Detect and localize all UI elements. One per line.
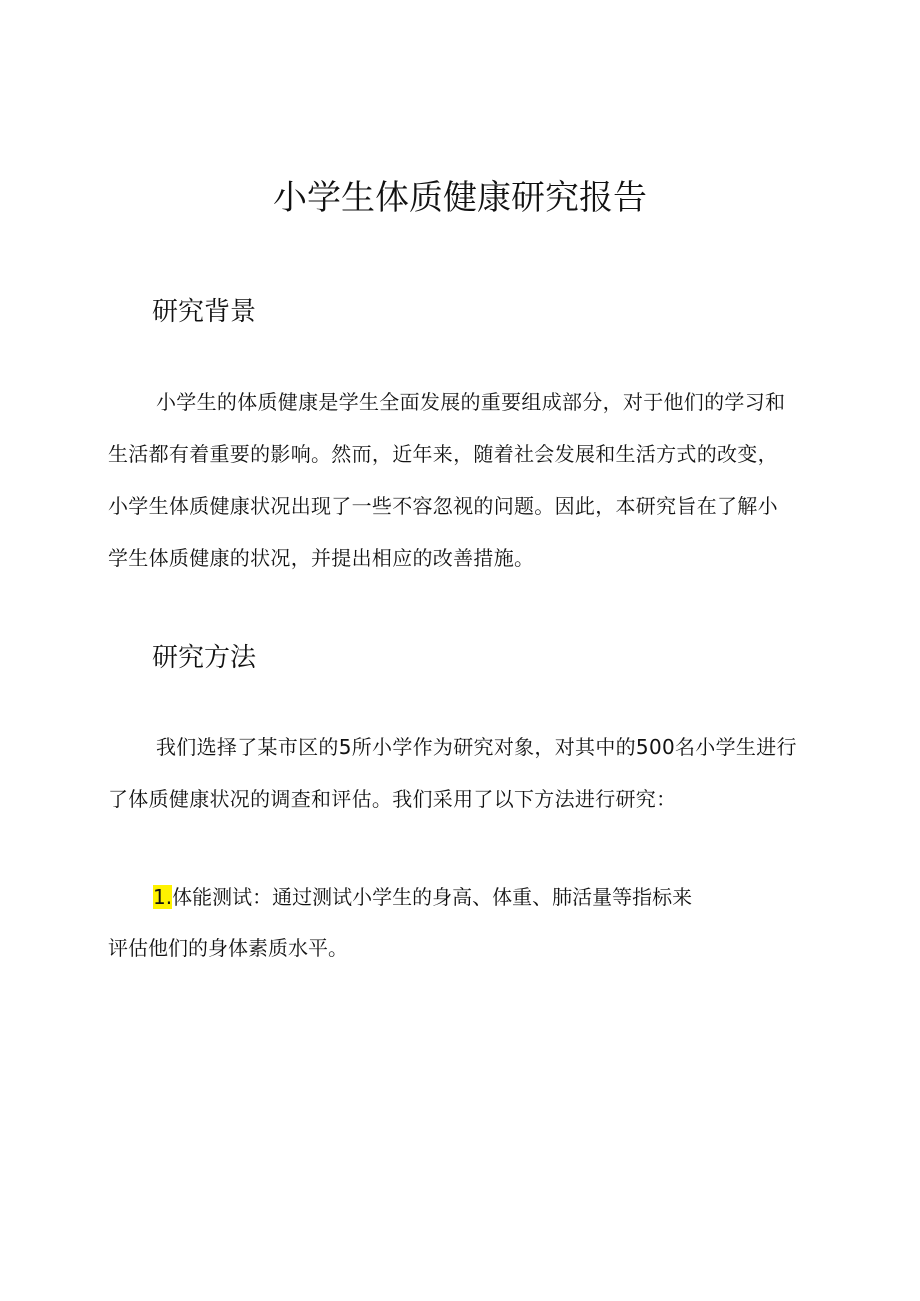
- section-heading-method: 研究方法: [152, 643, 257, 673]
- section-heading-background: 研究背景: [152, 297, 257, 327]
- list-number-highlight: 1.: [153, 885, 173, 909]
- list-item-line: 评估他们的身体素质水平。: [108, 936, 348, 960]
- background-paragraph: [108, 385, 826, 576]
- list-item-text: 体能测试：通过测试小学生的身高、体重、肺活量等指标来: [172, 885, 693, 909]
- list-item-line: [108, 872, 826, 923]
- paragraph-line: 小学生的体质健康是学生全面发展的重要组成部分，对于他们的学习和: [156, 390, 786, 414]
- paragraph-line: 学生体质健康的状况，并提出相应的改善措施。: [108, 546, 535, 570]
- paragraph-line: 了体质健康状况的调查和评估。我们采用了以下方法进行研究：: [108, 787, 677, 811]
- method-paragraph: [108, 730, 826, 817]
- paragraph-line: 小学生体质健康状况出现了一些不容忽视的问题。因此，本研究旨在了解小: [108, 494, 778, 518]
- document-title: 小学生体质健康研究报告: [273, 178, 647, 218]
- paragraph-line: 生活都有着重要的影响。然而，近年来，随着社会发展和生活方式的改变，: [108, 442, 778, 466]
- list-item: [108, 872, 826, 974]
- paragraph-line: 我们选择了某市区的5所小学作为研究对象，对其中的500名小学生进行: [156, 735, 797, 759]
